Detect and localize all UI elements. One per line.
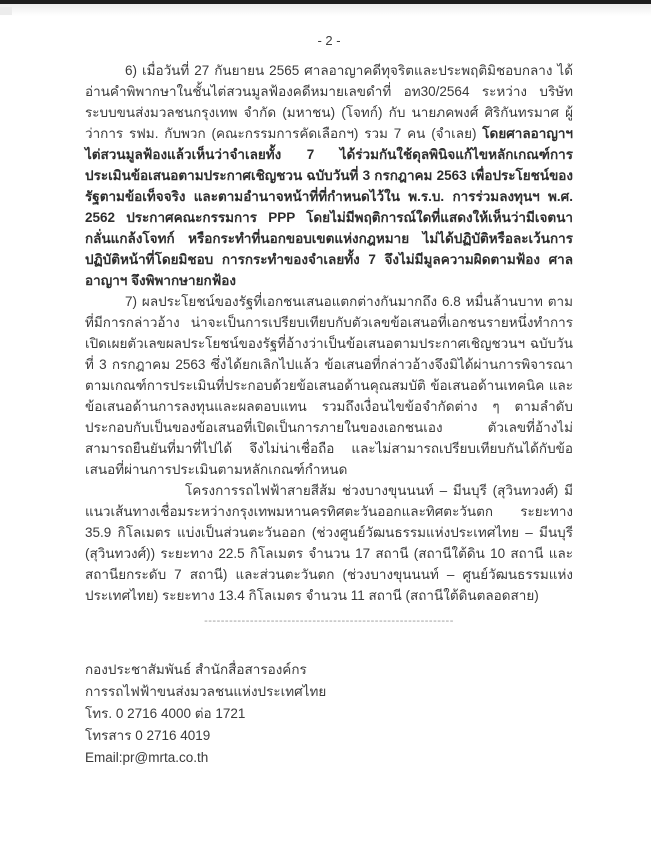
paragraph-item-6	[85, 60, 573, 291]
paragraph-item-7: 7) ผลประโยชน์ของรัฐที่เอกชนเสนอแตกต่างกันมากถึง 6.8 หมื่นล้านบาท ตามที่มีการกล่าวอ้าง น่าจะเป็นการเปรียบเทียบกับตัวเลขข้อเสนอที่เอกชนรายหนึ่งทำการเปิดเผยตัวเลขผลประโยชน์ของรัฐที่อ้างว่าเป็นข้อเสนอตามประกาศเชิญชวนฯ ฉบับวันที่ 3 กรกฎาคม 2563 ซึ่งได้ยกเลิกไปแล้ว ข้อเสนอที่กล่าวอ้างจึงมิได้ผ่านการพิจารณาตามเกณฑ์การประเมินที่ประกอบด้วยข้อเสนอด้านคุณสมบัติ ข้อเสนอด้านเทคนิค และข้อเสนอด้านการลงทุนและผลตอบแทน รวมถึงเงื่อนไขข้อจำกัดต่าง ๆ ตามลำดับ ประกอบกับเป็นของข้อเสนอที่เปิดเป็นการภายในของเอกชนเอง ตัวเลขที่อ้างไม่สามารถยืนยันที่มาที่ไปได้ จึงไม่น่าเชื่อถือ และไม่สามารถเปรียบเทียบกันได้กับข้อเสนอที่ผ่านการประเมินตามหลักเกณฑ์กำหนด	[85, 294, 573, 477]
contact-fax-line: โทรสาร 0 2716 4019	[85, 728, 211, 743]
paragraph-project-description: โครงการรถไฟฟ้าสายสีส้ม ช่วงบางขุนนนท์ – มีนบุรี (สุวินทวงศ์) มีแนวเส้นทางเชื่อมระหว่างกรุงเทพมหานครทิศตะวันออกและทิศตะวันตก ระยะทาง 35.9 กิโลเมตร แบ่งเป็นส่วนตะวันออก (ช่วงศูนย์วัฒนธรรมแห่งประเทศไทย – มีนบุรี (สุวินทวงศ์)) ระยะทาง 22.5 กิโลเมตร จำนวน 17 สถานี (สถานีใต้ดิน 10 สถานี และสถานียกระดับ 7 สถานี) และส่วนตะวันตก (ช่วงบางขุนนนท์ – ศูนย์วัฒนธรรมแห่งประเทศไทย) ระยะทาง 13.4 กิโลเมตร จำนวน 11 สถานี (สถานีใต้ดินตลอดสาย)	[85, 483, 573, 603]
dashed-separator: ------------------------------------------------------------	[204, 615, 454, 627]
contact-phone-line: โทร. 0 2716 4000 ต่อ 1721	[85, 706, 246, 721]
contact-department-line: กองประชาสัมพันธ์ สำนักสื่อสารองค์กร	[85, 662, 307, 677]
contact-block	[85, 659, 573, 769]
paragraph-item-6-normal-text: 6) เมื่อวันที่ 27 กันยายน 2565 ศาลอาญาคดีทุจริตและประพฤติมิชอบกลาง ได้อ่านคำพิพากษาในชั้นไต่สวนมูลฟ้องคดีหมายเลขดำที่ อท30/2564 ระหว่าง บริษัท ระบบขนส่งมวลชนกรุงเทพ จำกัด (มหาชน) (โจทก์) กับ นายภคพงศ์ ศิริกันทรมาศ ผู้ว่าการ รฟม. กับพวก (คณะกรรมการคัดเลือกฯ) รวม 7 คน (จำเลย)	[85, 63, 573, 141]
paragraph-item-6-bold-text: โดยศาลอาญาฯ ไต่สวนมูลฟ้องแล้วเห็นว่าจำเลยทั้ง 7 ได้ร่วมกันใช้ดุลพินิจแก้ไขหลักเกณฑ์การประเมินข้อเสนอตามประกาศเชิญชวน ฉบับวันที่ 3 กรกฎาคม 2563 เพื่อประโยชน์ของรัฐตามข้อเท็จจริง และตามอำนาจหน้าที่ที่กำหนดไว้ใน พ.ร.บ. การร่วมลงทุนฯ พ.ศ. 2562 ประกาศคณะกรรมการ PPP โดยไม่มีพฤติการณ์ใดที่แสดงให้เห็นว่ามีเจตนากลั่นแกล้งโจทก์ หรือกระทำที่นอกขอบเขตแห่งกฎหมาย ไม่ได้ปฏิบัติหรือละเว้นการปฏิบัติหน้าที่โดยมิชอบ การกระทำของจำเลยทั้ง 7 จึงไม่มีมูลความผิดตามฟ้อง ศาลอาญาฯ จึงพิพากษายกฟ้อง	[85, 126, 573, 288]
contact-email-line: Email:pr@mrta.co.th	[85, 750, 209, 765]
page-number: - 2 -	[317, 33, 341, 48]
contact-organization-line: การรถไฟฟ้าขนส่งมวลชนแห่งประเทศไทย	[85, 684, 327, 699]
